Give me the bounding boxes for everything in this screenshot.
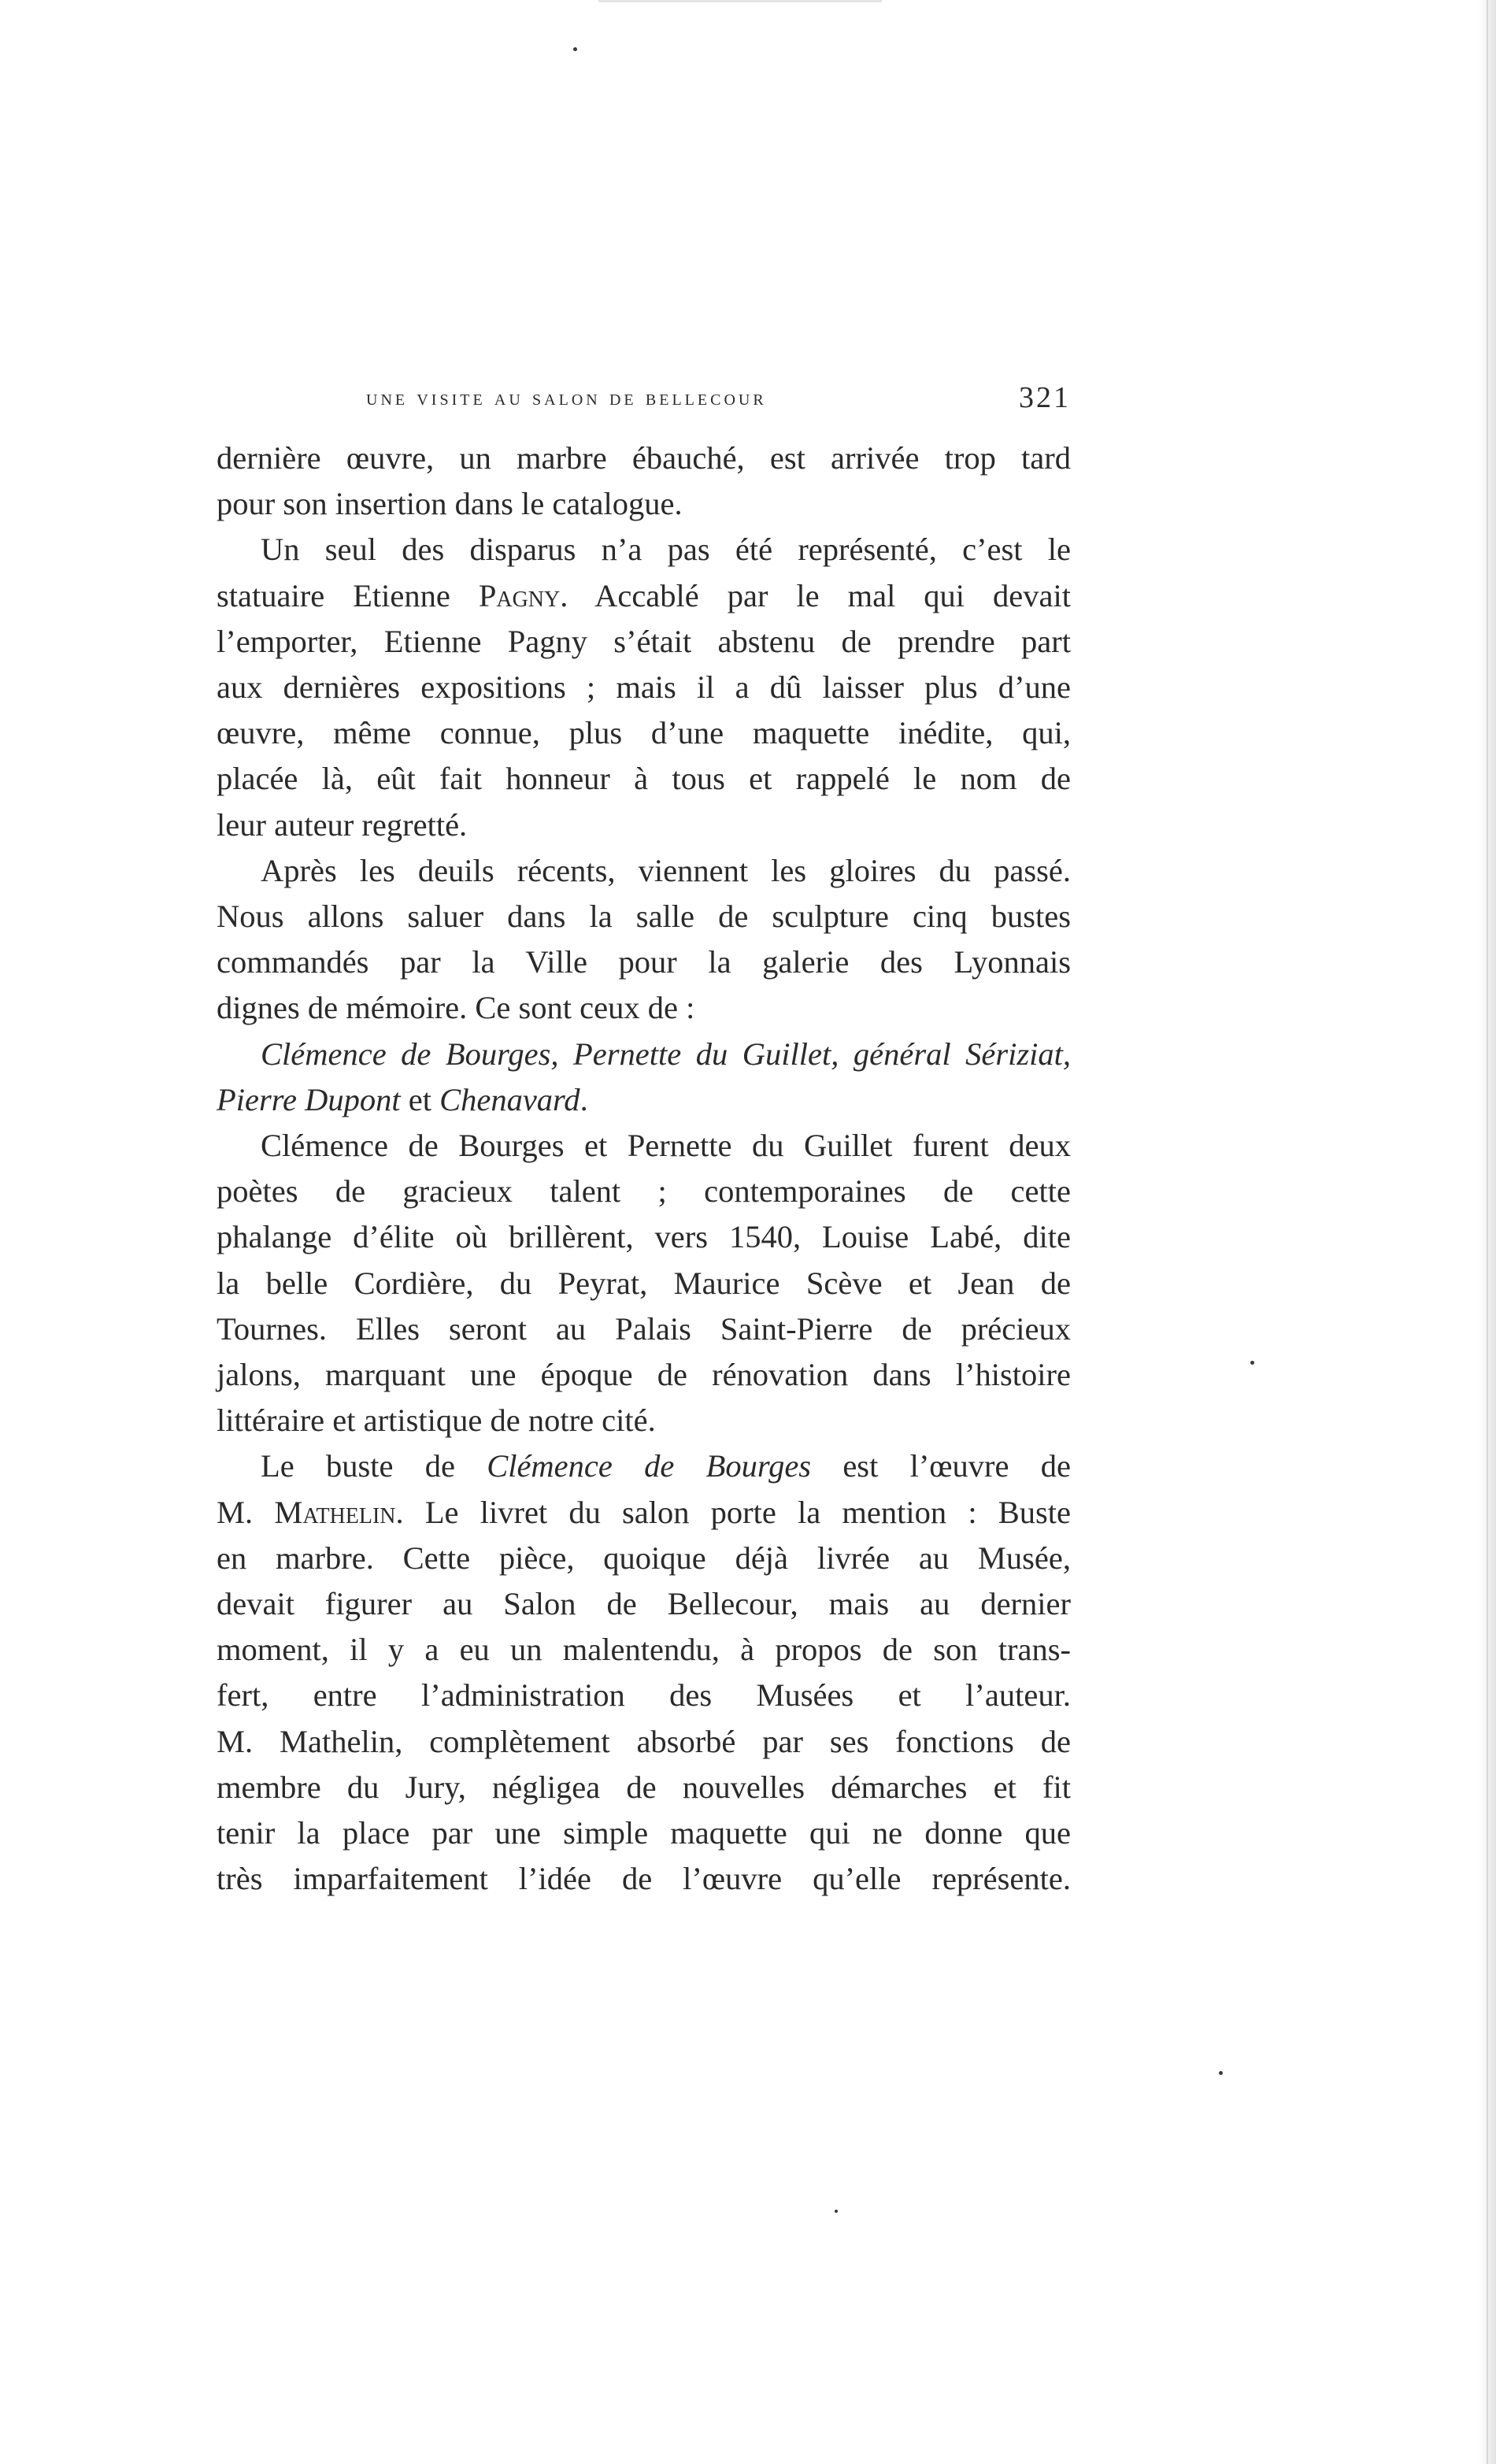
text-line: l’emporter, Etienne Pagny s’était abstenu de prendre part: [217, 623, 1071, 659]
text-line: fert, entre l’administration des Musées et l’auteur.: [217, 1677, 1071, 1714]
ink-speck: [835, 2210, 838, 2213]
text-line: dignes de mémoire. Ce sont ceux de :: [217, 990, 695, 1026]
text-line: membre du Jury, négligea de nouvelles démarches et fit: [217, 1769, 1071, 1805]
ink-speck: [1219, 2071, 1223, 2075]
ink-speck: [573, 47, 577, 51]
text-line: devait figurer au Salon de Bellecour, mais au dernier: [217, 1586, 1071, 1622]
text-line: moment, il y a eu un malentendu, à propos de son trans-: [217, 1632, 1071, 1668]
text-line: commandés par la Ville pour la galerie des Lyonnais: [217, 944, 1071, 980]
text-line: M. Mathelin, complètement absorbé par ses fonctions de: [217, 1723, 1071, 1759]
scan-edge-line: [1487, 0, 1488, 2464]
text-line: en marbre. Cette pièce, quoique déjà livrée au Musée,: [217, 1540, 1071, 1576]
text-line: poètes de gracieux talent ; contemporaines de cette: [217, 1173, 1071, 1210]
text-line: Pierre Dupont et Chenavard.: [217, 1081, 588, 1117]
text-line: Clémence de Bourges et Pernette du Guillet furent deux: [261, 1128, 1071, 1164]
text-line: M. Mathelin. Le livret du salon porte la mention : Buste: [217, 1494, 1071, 1530]
text-line: œuvre, même connue, plus d’une maquette inédite, qui,: [217, 715, 1071, 751]
text-line: pour son insertion dans le catalogue.: [217, 486, 683, 522]
text-line: Tournes. Elles seront au Palais Saint-Pierre de précieux: [217, 1310, 1071, 1347]
ink-speck: [1250, 1361, 1254, 1365]
text-line: littéraire et artistique de notre cité.: [217, 1402, 656, 1439]
text-line: très imparfaitement l’idée de l’œuvre qu’elle représente.: [217, 1861, 1071, 1897]
text-line: dernière œuvre, un marbre ébauché, est arrivée trop tard: [217, 440, 1071, 476]
text-line: la belle Cordière, du Peyrat, Maurice Scève et Jean de: [217, 1265, 1071, 1301]
text-line: phalange d’élite où brillèrent, vers 1540, Louise Labé, dite: [217, 1219, 1071, 1255]
text-line: Clémence de Bourges, Pernette du Guillet, général Sériziat,: [261, 1036, 1071, 1072]
body-text: [217, 435, 1071, 1903]
text-line: placée là, eût fait honneur à tous et rappelé le nom de: [217, 761, 1071, 797]
text-line: leur auteur regretté.: [217, 806, 468, 843]
running-title: une visite au salon de bellecour: [366, 385, 767, 410]
text-line: Nous allons saluer dans la salle de sculpture cinq bustes: [217, 899, 1071, 935]
page-number: 321: [1019, 381, 1071, 414]
text-line: Un seul des disparus n’a pas été représenté, c’est le: [261, 532, 1071, 568]
text-line: jalons, marquant une époque de rénovation dans l’histoire: [217, 1357, 1071, 1393]
running-head: [217, 378, 1071, 417]
text-line: aux dernières expositions ; mais il a dû laisser plus d’une: [217, 669, 1071, 706]
text-line: tenir la place par une simple maquette qui ne donne que: [217, 1815, 1071, 1851]
text-line: Le buste de Clémence de Bourges est l’œuvre de: [261, 1448, 1071, 1484]
text-line: statuaire Etienne Pagny. Accablé par le mal qui devait: [217, 577, 1071, 613]
scan-top-mark: [598, 0, 882, 2]
text-line: Après les deuils récents, viennent les gloires du passé.: [261, 852, 1071, 888]
